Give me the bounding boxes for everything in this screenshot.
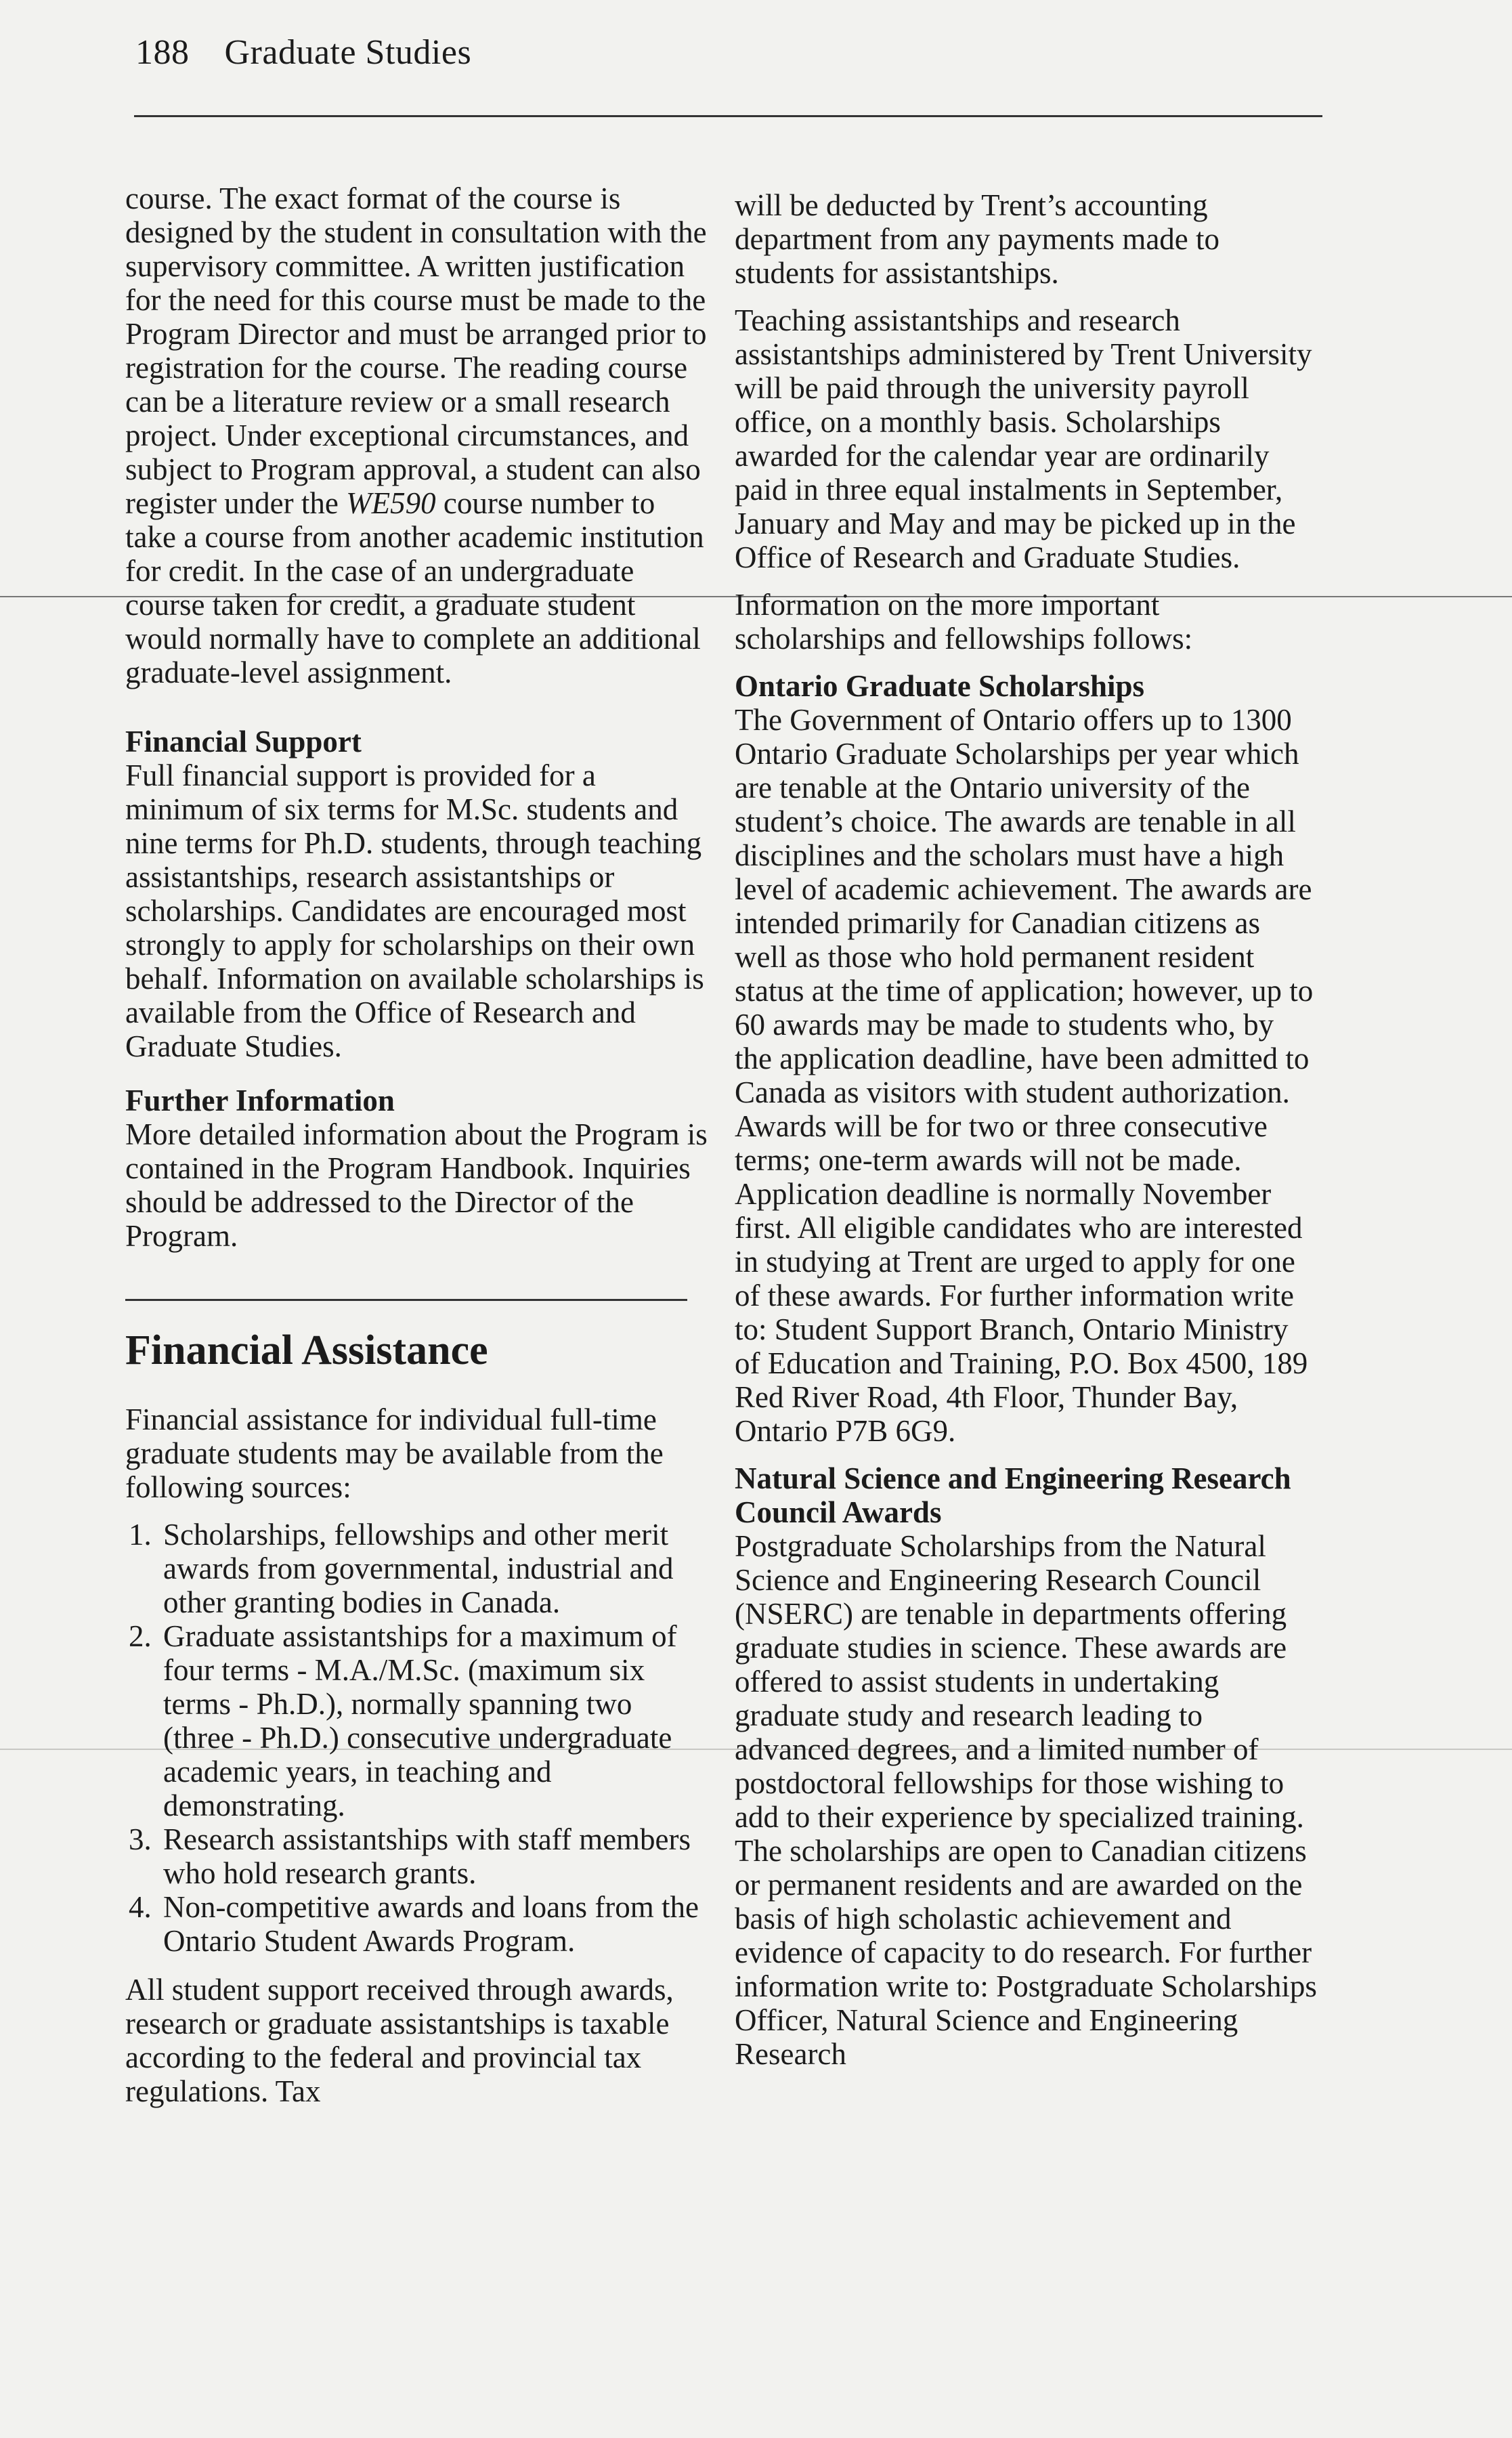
tax-deduction-paragraph: will be deducted by Trent’s accounting department from any payments made to students for assistantships. (735, 188, 1220, 290)
assistance-intro: Financial assistance for individual full-time graduate students may be available from the following sources: (125, 1403, 664, 1504)
course-paragraph (125, 181, 708, 689)
scholarships-intro: Information on the more important scholarships and fellowships follows: (735, 588, 1193, 656)
heading-ontario-graduate-scholarships: Ontario Graduate Scholarships (735, 669, 1145, 703)
section-title: Financial Assistance (125, 1327, 488, 1373)
heading-further-information: Further Information (125, 1084, 395, 1117)
running-header (135, 33, 471, 72)
list-item: 2. Graduate assistantships for a maximum of four terms - M.A./M.Sc. (maximum six terms - Ph.D.), normally spanning two (three - Ph.D.) consecutive undergraduate academic years, in teaching and demonstrating. (159, 1619, 708, 1822)
ogs-paragraph: The Government of Ontario offers up to 1300 Ontario Graduate Scholarships per year which are tenable at the Ontario university of the student’s choice. The awards are tenable in all disciplines and the scholars must have a high level of academic achievement. The awards are intended primarily for Canadian citizens as well as those who hold permanent resident status at the time of application; however, up to 60 awards may be made to students who, by the application deadline, have been admitted to Canada as visitors with student authorization. Awards will be for two or three consecutive terms; one-term awards will not be made. Application deadline is normally November first. All eligible candidates who are interested in studying at Trent are urged to apply for one of these awards. For further information write to: Student Support Branch, Ontario Ministry of Education and Training, P.O. Box 4500, 189 Red River Road, 4th Floor, Thunder Bay, Ontario P7B 6G9. (735, 703, 1314, 1448)
sources-list (125, 1518, 708, 1958)
taxable-paragraph: All student support received through awards, research or graduate assistantships is taxable according to the federal and provincial tax regulations. Tax (125, 1973, 674, 2108)
page-number: 188 (135, 33, 190, 72)
left-column (125, 181, 708, 2122)
running-title: Graduate Studies (224, 33, 472, 72)
nserc-paragraph: Postgraduate Scholarships from the Natural Science and Engineering Research Council (NSERC) are tenable in departments offering graduate studies in science. These awards are offered to assist students in undertaking graduate study and research leading to advanced degrees, and a limited number of postdoctoral fellowships for those wishing to add to their experience by specialized training. The scholarships are open to Canadian citizens or permanent residents and are awarded on the basis of high scholastic achievement and evidence of capacity to do research. For further information write to: Postgraduate Scholarships Officer, Natural Science and Engineering Research (735, 1529, 1317, 2071)
list-item: 3. Research assistantships with staff members who hold research grants. (159, 1822, 708, 1890)
heading-financial-support: Financial Support (125, 725, 362, 758)
course-text: course. The exact format of the course is designed by the student in consultation with the supervisory committee. A written justification for the need for this course must be made to the Program Director and must be arranged prior to registration for the course. The reading course can be a literature review or a small research project. Under exceptional circumstances, and subject to Program approval, a student can also register under the (125, 181, 707, 520)
further-information-paragraph: More detailed information about the Program is contained in the Program Handbook. Inquiries should be addressed to the Director of the Program. (125, 1117, 708, 1253)
heading-nserc-awards: Natural Science and Engineering Research Council Awards (735, 1461, 1291, 1529)
financial-support-paragraph: Full financial support is provided for a minimum of six terms for M.Sc. students and nine terms for Ph.D. students, through teaching assistantships, research assistantships or scholarships. Candidates are encouraged most strongly to apply for scholarships on their own behalf. Information on available scholarships is available from the Office of Research and Graduate Studies. (125, 758, 704, 1063)
payroll-paragraph: Teaching assistantships and research assistantships administered by Trent University will be paid through the university payroll office, on a monthly basis. Scholarships awarded for the calendar year are ordinarily paid in three equal instalments in September, January and May and may be picked up in the Office of Research and Graduate Studies. (735, 303, 1312, 574)
section-rule (125, 1299, 687, 1301)
list-item: 1. Scholarships, fellowships and other merit awards from governmental, industrial and other granting bodies in Canada. (159, 1518, 708, 1619)
list-item: 4. Non-competitive awards and loans from the Ontario Student Awards Program. (159, 1890, 708, 1958)
course-text-end: course number to take a course from another academic institution for credit. In the case of an undergraduate course taken for credit, a graduate student would normally have to complete an additional graduate-level assignment. (125, 486, 704, 689)
right-column (735, 188, 1317, 2084)
course-code: WE590 (346, 486, 436, 520)
header-rule (134, 115, 1322, 117)
